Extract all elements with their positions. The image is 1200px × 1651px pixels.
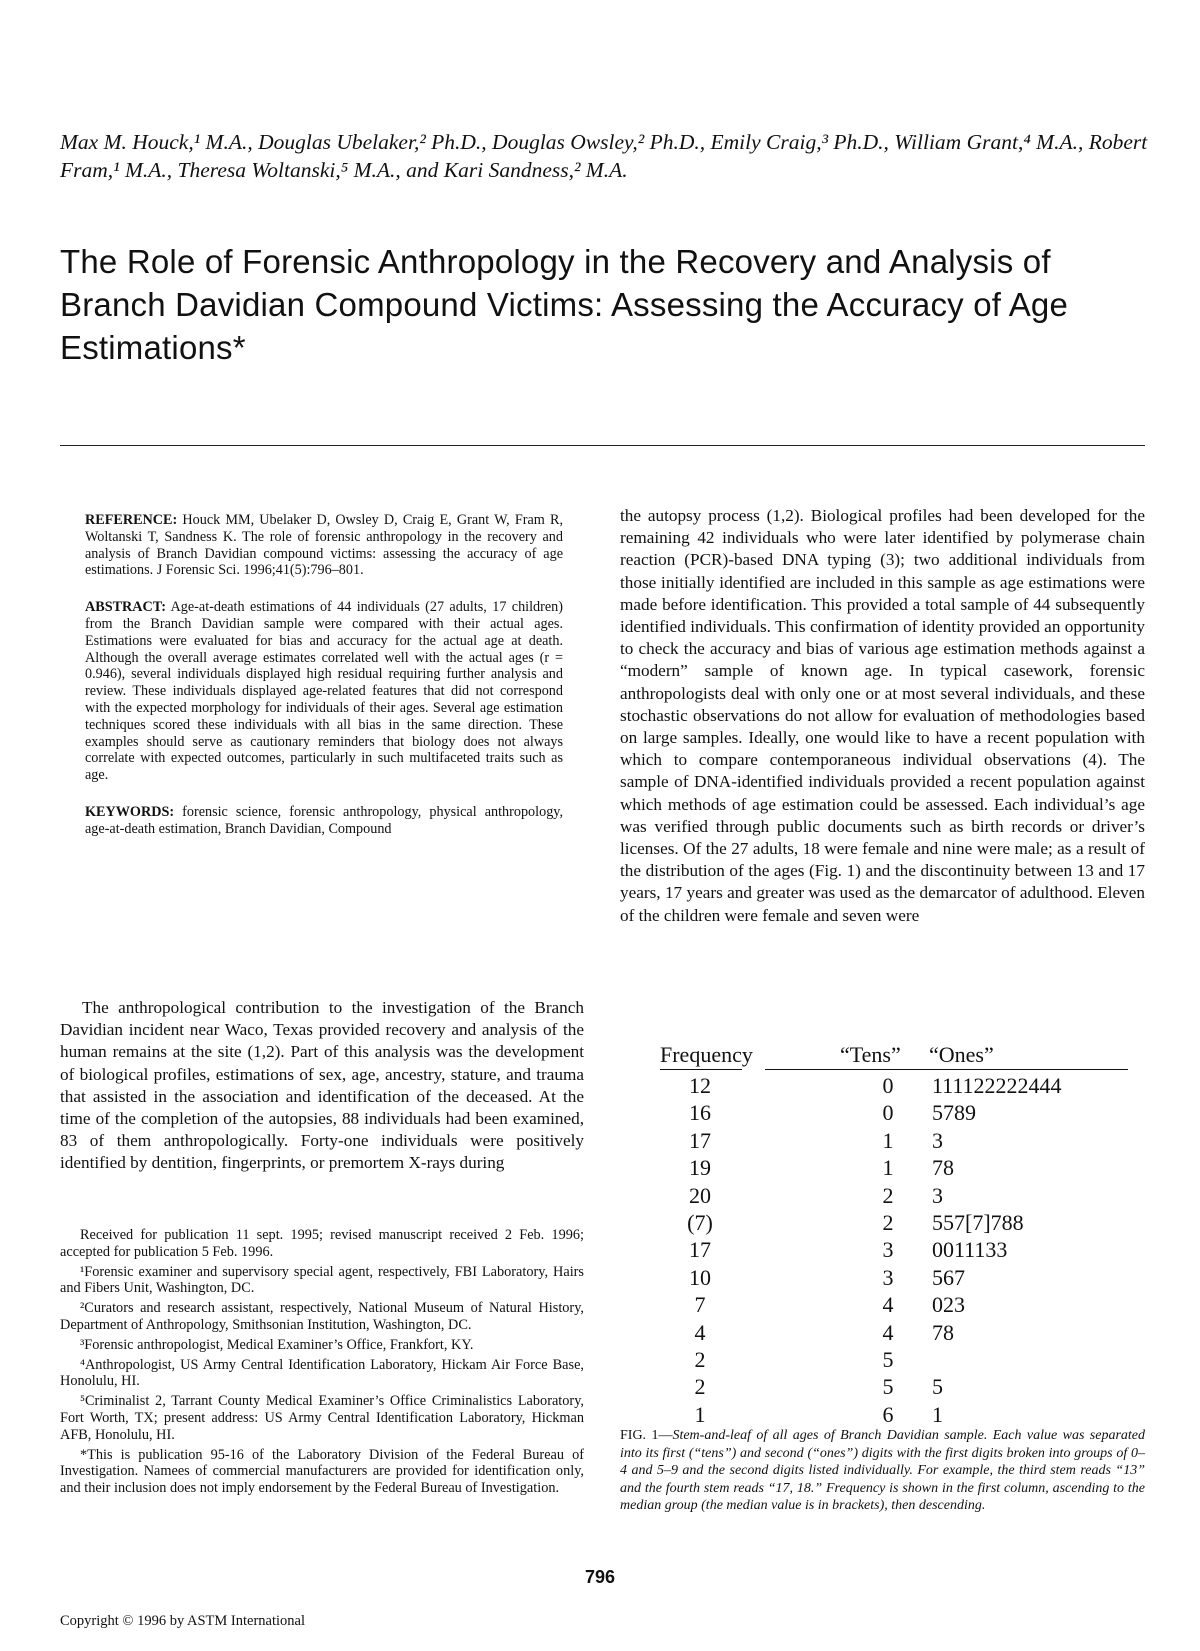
header-divider [60, 445, 1145, 446]
stem-row [640, 1346, 1140, 1373]
stem-tens: 4 [882, 1319, 894, 1345]
stem-row [640, 1264, 1140, 1291]
stem-tens: 4 [882, 1292, 894, 1318]
stem-ones: 111122222444 [932, 1073, 1062, 1098]
abstract-text: Age-at-death estimations of 44 individuals (27 adults, 17 children) from the Branch Davidian sample were compared with their actual ages. Estimations were evaluated for bias and accuracy for the actual age at death. Although the overall average estimates correlated well with the actual ages (r = 0.946), several individuals displayed high residual requiring further analysis and review. These individuals displayed age-related features that did not correspond with the expected morphology for individuals of their ages. Several age estimation techniques scored these individuals with all bias in the same direction. These examples should serve as cautionary reminders that biology does not always correlate with expected outcomes, particularly in such multifaceted traits such as age. [85, 599, 563, 784]
stem-frequency: 17 [689, 1237, 711, 1263]
front-matter [85, 512, 563, 858]
stem-tens: 3 [882, 1264, 894, 1290]
footnotes [60, 1227, 584, 1500]
body-text-right: the autopsy process (1,2). Biological profiles had been developed for the remaining 42 individuals who were later identified by polymerase chain reaction (PCR)-based DNA typing (3); two additional individuals from those initially identified are included in this sample as age estimations were made before identification. This provided a total sample of 44 subsequently identified individuals. This confirmation of identity provided an opportunity to check the accuracy and bias of various age estimation methods against a “modern” sample of known age. In typical casework, forensic anthropologists deal with only one or at most several individuals, and these stochastic observations do not allow for evaluation of methodologies based on large samples. Ideally, one would like to have a recent population with which to compare contemporaneous individual observations (4). The sample of DNA-identified individuals provided a recent population against which methods of age estimation could be assessed. Each individual’s age was verified through public documents such as birth records or driver’s licenses. Of the 27 adults, 18 were female and nine were male; as a result of the distribution of the ages (Fig. 1) and the discontinuity between 13 and 17 years, 17 years and greater was used as the demarcator of adulthood. Eleven of the children were female and seven were [620, 506, 1145, 925]
stem-frequency: 7 [694, 1292, 706, 1318]
stem-row [640, 1373, 1140, 1400]
stem-ones: 567 [932, 1264, 965, 1290]
stem-row [640, 1099, 1140, 1126]
footnote: ³Forensic anthropologist, Medical Examiner’s Office, Frankfort, KY. [80, 1336, 474, 1353]
footnote: Received for publication 11 sept. 1995; revised manuscript received 2 Feb. 1996; accepted for publication 5 Feb. 1996. [60, 1227, 584, 1260]
stem-ones: 3 [932, 1182, 943, 1208]
ones-header: “Ones” [929, 1042, 994, 1067]
stem-tens: 2 [882, 1209, 894, 1235]
stem-row [640, 1236, 1140, 1263]
footnote: ⁵Criminalist 2, Tarrant County Medical Examiner’s Office Criminalistics Laboratory, Fort Worth, TX; present address: US Army Central Identification Laboratory, Hickman AFB, Honolulu, HI. [60, 1393, 584, 1443]
stem-row [640, 1072, 1140, 1099]
frequency-header-underline [660, 1069, 742, 1070]
footnote: ¹Forensic examiner and supervisory special agent, respectively, FBI Laboratory, Hairs and Fibers Unit, Washington, DC. [60, 1263, 584, 1297]
stem-frequency: 4 [694, 1319, 706, 1345]
stem-tens: 0 [882, 1100, 894, 1126]
stem-frequency: 1 [694, 1401, 706, 1427]
stem-row [640, 1401, 1140, 1428]
stem-row [640, 1291, 1140, 1318]
stem-ones: 023 [932, 1292, 965, 1318]
stem-ones: 5 [932, 1374, 943, 1400]
stem-rows [640, 1072, 1140, 1428]
author-list: Max M. Houck,¹ M.A., Douglas Ubelaker,² Ph.D., Douglas Owsley,² Ph.D., Emily Craig,³ Ph.D., William Grant,⁴ M.A., Robert Fram,¹ M.A., Theresa Woltanski,⁵ M.A., and Kari Sandness,² M.A. [60, 130, 1148, 182]
stem-row [640, 1154, 1140, 1181]
figure-caption-text: Stem-and-leaf of all ages of Branch Davidian sample. Each value was separated into its first (“tens”) and second (“ones”) digits with the first digits broken into groups of 0–4 and 5–9 and the second digits listed individually. For example, the third stem reads “13” and the fourth stem reads “17, 18.” Frequency is shown in the first column, ascending to the median group (the median value is in brackets), then descending. [620, 1428, 1145, 1513]
stem-header-underline [765, 1069, 1128, 1070]
stem-frequency: 16 [689, 1100, 711, 1126]
copyright-notice: Copyright © 1996 by ASTM International [60, 1613, 306, 1629]
stem-tens: 6 [882, 1401, 894, 1427]
stem-row [640, 1182, 1140, 1209]
reference-label: REFERENCE: [85, 512, 178, 528]
stem-frequency: 20 [689, 1182, 711, 1208]
keywords-text: forensic science, forensic anthropology, physical anthropology, age-at-death estimation, Branch Davidian, Compound [85, 803, 564, 837]
stem-frequency: 2 [694, 1374, 706, 1400]
stem-row [640, 1209, 1140, 1236]
page-number: 796 [584, 1567, 616, 1587]
stem-frequency: 17 [689, 1127, 711, 1153]
stem-ones: 5789 [932, 1100, 976, 1126]
reference-text: Houck MM, Ubelaker D, Owsley D, Craig E, Grant W, Fram R, Woltanski T, Sandness K. The role of forensic anthropology in the recovery and analysis of Branch Davidian compound victims: assessing the accuracy of age estimations. J Forensic Sci. 1996;41(5):796–801. [85, 512, 563, 579]
stem-row [640, 1127, 1140, 1154]
keywords-paragraph [85, 804, 563, 838]
stem-frequency: 19 [689, 1155, 711, 1181]
stem-frequency: 2 [694, 1346, 706, 1372]
stem-tens: 0 [882, 1073, 894, 1098]
footnote: ⁴Anthropologist, US Army Central Identification Laboratory, Hickam Air Force Base, Honolulu, HI. [60, 1356, 584, 1390]
tens-header: “Tens” [840, 1042, 901, 1067]
figure-caption-label: FIG. 1— [620, 1428, 673, 1443]
stem-ones: 1 [932, 1401, 943, 1427]
frequency-header: Frequency [660, 1042, 753, 1067]
stem-and-leaf-figure [640, 1042, 1140, 1427]
stem-frequency: (7) [687, 1209, 713, 1235]
stem-ones: 78 [932, 1155, 954, 1181]
stem-frequency: 10 [689, 1264, 711, 1290]
stem-tens: 2 [882, 1182, 894, 1208]
abstract-paragraph [85, 599, 563, 784]
stem-tens: 1 [882, 1127, 894, 1153]
figure-caption [620, 1427, 1145, 1515]
stem-tens: 3 [882, 1237, 894, 1263]
stem-tens: 5 [882, 1374, 894, 1400]
stem-row [640, 1319, 1140, 1346]
stem-ones: 3 [932, 1127, 943, 1153]
reference-paragraph [85, 512, 563, 579]
footnote: *This is publication 95-16 of the Laboratory Division of the Federal Bureau of Investigation. Namees of commercial manufacturers are provided for identification only, and their inclusion does not imply endorsement by the Federal Bureau of Investigation. [60, 1446, 584, 1497]
stem-tens: 1 [882, 1155, 894, 1181]
stem-tens: 5 [882, 1346, 894, 1372]
keywords-label: KEYWORDS: [85, 803, 175, 820]
stem-frequency: 12 [689, 1073, 711, 1098]
body-text-left: The anthropological contribution to the investigation of the Branch Davidian incident near Waco, Texas provided recovery and analysis of the human remains at the site (1,2). Part of this analysis was the development of biological profiles, estimations of sex, age, ancestry, stature, and trauma that assisted in the association and identification of the deceased. At the time of the completion of the autopsies, 88 individuals had been examined, 83 of them anthropologically. Forty-one individuals were positively identified by dentition, fingerprints, or premortem X-rays during [60, 998, 584, 1173]
footnote: ²Curators and research assistant, respectively, National Museum of Natural History, Department of Anthropology, Smithsonian Institution, Washington, DC. [60, 1300, 584, 1333]
stem-ones: 78 [932, 1319, 954, 1345]
stem-ones: 557[7]788 [932, 1209, 1024, 1235]
article-title: The Role of Forensic Anthropology in the Recovery and Analysis of Branch Davidian Compound Victims: Assessing the Accuracy of Age Estimations* [60, 243, 1069, 366]
stem-ones: 0011133 [932, 1237, 1008, 1263]
abstract-label: ABSTRACT: [85, 599, 166, 616]
